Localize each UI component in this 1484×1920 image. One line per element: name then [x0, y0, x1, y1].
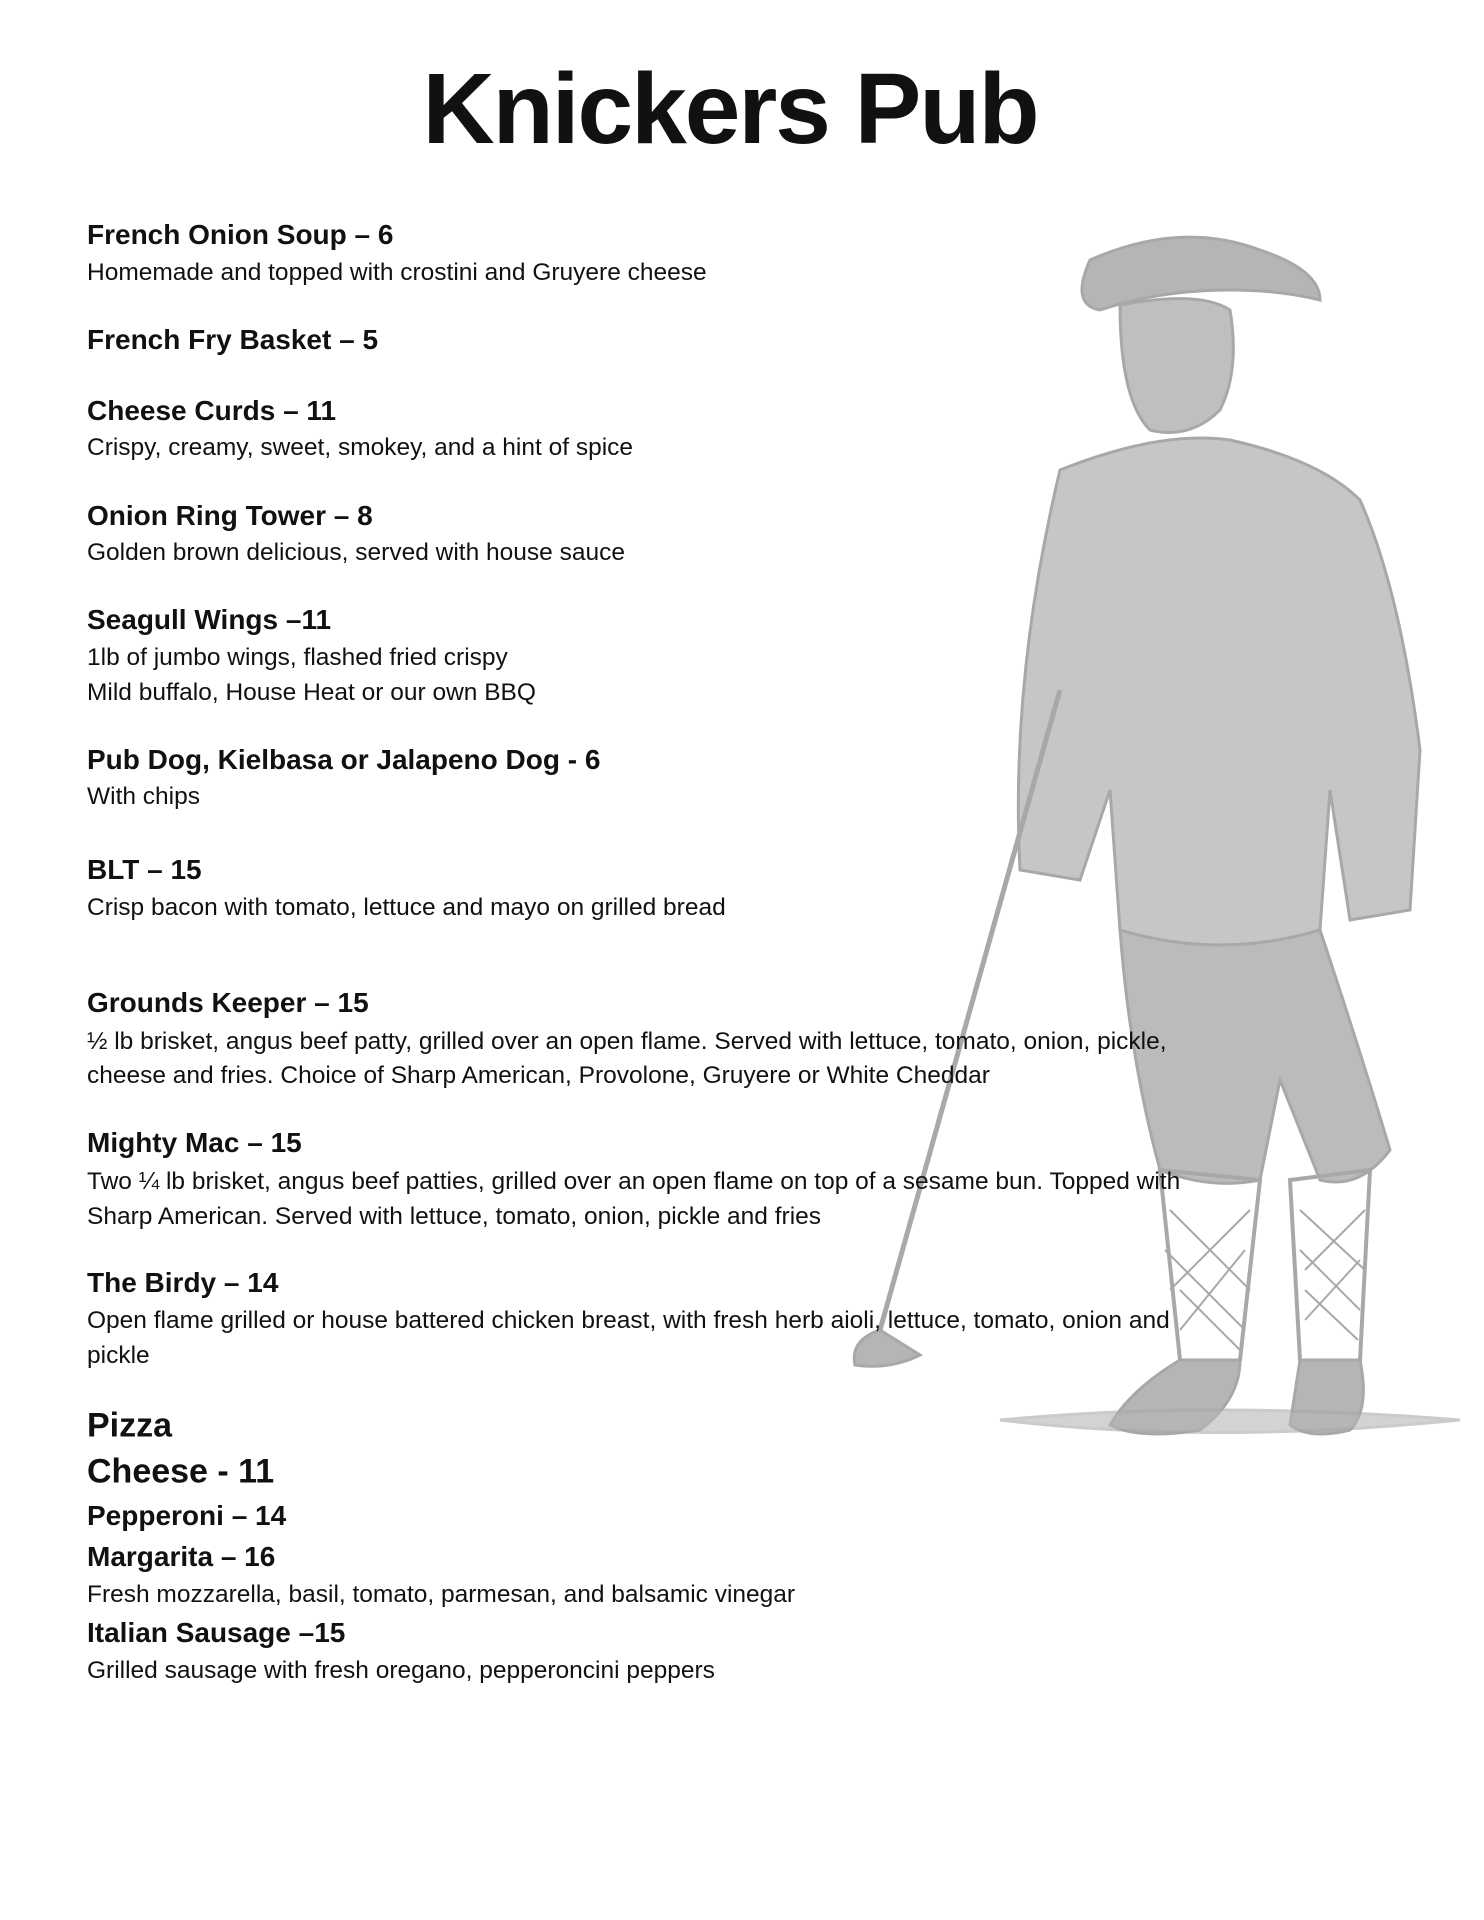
item-description: Homemade and topped with crostini and Gruyere cheese [87, 259, 707, 286]
item-description: ½ lb brisket, angus beef patty, grilled over an open flame. Served with lettuce, tomato, onion, pickle, [87, 1028, 1167, 1055]
item-description: Crispy, creamy, sweet, smokey, and a hint of spice [87, 434, 634, 461]
item-name: Pub Dog, Kielbasa or Jalapeno Dog - 6 [87, 744, 601, 775]
pizza-heading: Pizza [87, 1406, 173, 1445]
item-description: cheese and fries. Choice of Sharp American, Provolone, Gruyere or White Cheddar [87, 1062, 990, 1089]
pizza-item-name: Margarita – 16 [87, 1541, 276, 1572]
item-description: Sharp American. Served with lettuce, tomato, onion, pickle and fries [87, 1203, 822, 1230]
golfer-illustration [760, 230, 1470, 1730]
item-description: 1lb of jumbo wings, flashed fried crispy [87, 644, 508, 671]
item-description: Crisp bacon with tomato, lettuce and mayo on grilled bread [87, 894, 726, 921]
item-name: Seagull Wings –11 [87, 604, 332, 635]
pizza-item-description: Grilled sausage with fresh oregano, pepperoncini peppers [87, 1657, 715, 1684]
pub-title: Knickers Pub [422, 53, 1038, 165]
pizza-item-name: Cheese - 11 [87, 1452, 275, 1491]
pizza-item-name: Italian Sausage –15 [87, 1617, 346, 1648]
item-description: With chips [87, 783, 201, 810]
item-description: Open flame grilled or house battered chicken breast, with fresh herb aioli, lettuce, tomato, onion and [87, 1307, 1170, 1334]
item-name: The Birdy – 14 [87, 1267, 279, 1298]
item-name: French Fry Basket – 5 [87, 324, 379, 355]
pizza-item-description: Fresh mozzarella, basil, tomato, parmesan, and balsamic vinegar [87, 1581, 796, 1608]
item-name: Onion Ring Tower – 8 [87, 500, 373, 531]
pizza-item-name: Pepperoni – 14 [87, 1500, 287, 1531]
item-name: Grounds Keeper – 15 [87, 987, 369, 1018]
item-name: Cheese Curds – 11 [87, 395, 337, 426]
item-description: Golden brown delicious, served with house sauce [87, 539, 625, 566]
item-description: Mild buffalo, House Heat or our own BBQ [87, 679, 536, 706]
item-name: BLT – 15 [87, 854, 202, 885]
item-name: Mighty Mac – 15 [87, 1127, 302, 1158]
item-description: pickle [87, 1342, 150, 1369]
item-description: Two ¼ lb brisket, angus beef patties, grilled over an open flame on top of a sesame bun. Topped with [87, 1168, 1181, 1195]
item-name: French Onion Soup – 6 [87, 219, 394, 250]
